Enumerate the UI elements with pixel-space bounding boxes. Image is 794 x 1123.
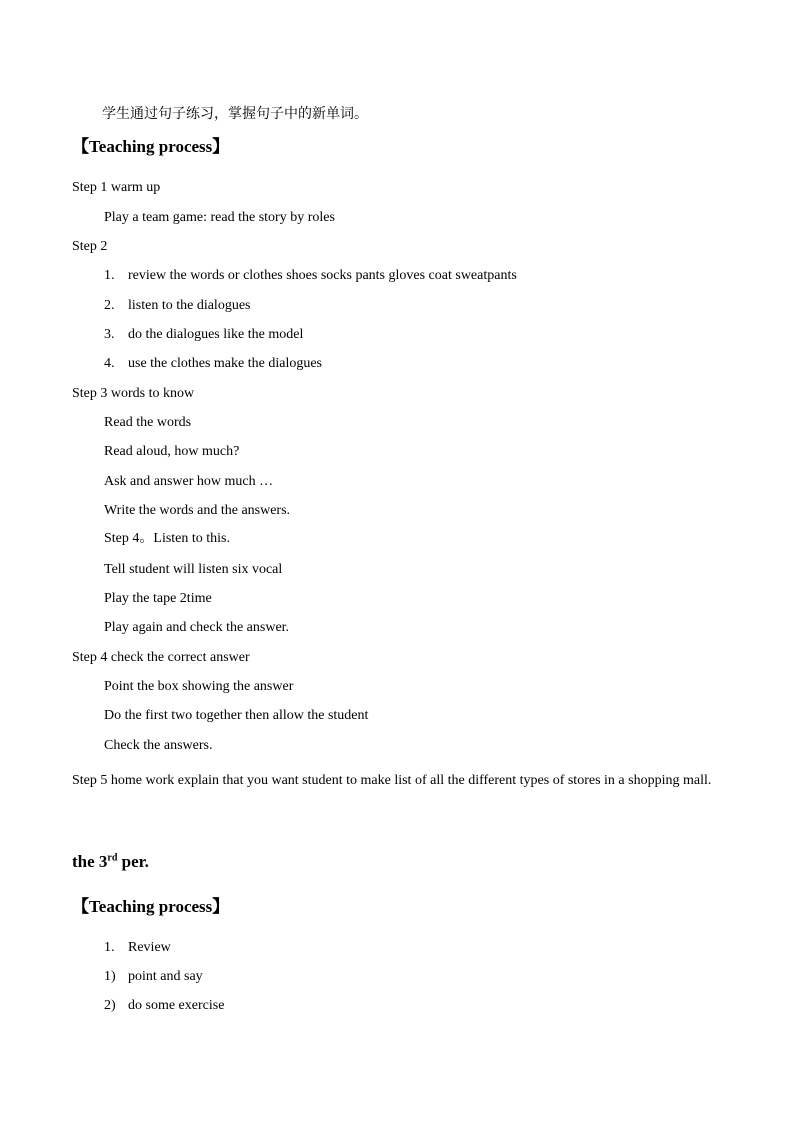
list-item: 2) do some exercise <box>104 998 225 1013</box>
section-heading: 【Teaching process】 <box>72 897 230 916</box>
step-3-item: Play again and check the answer. <box>104 620 290 635</box>
step-1-item: Play a team game: read the story by roles <box>104 210 335 225</box>
list-item: 1) point and say <box>104 969 203 984</box>
step-3-item: Ask and answer how much … <box>104 474 274 489</box>
step-4-item: Do the first two together then allow the student <box>104 708 369 723</box>
step-2-item: 3. do the dialogues like the model <box>104 327 304 342</box>
step-3-item: Step 4。Listen to this. <box>104 531 230 546</box>
step-2: Step 2 <box>72 239 108 254</box>
step-2-item: 2. listen to the dialogues <box>104 298 251 313</box>
step-1: Step 1 warm up <box>72 180 161 195</box>
step-3-item: Tell student will listen six vocal <box>104 562 283 577</box>
step-3-item: Write the words and the answers. <box>104 503 291 518</box>
step-4: Step 4 check the correct answer <box>72 650 250 665</box>
step-2-item: 4. use the clothes make the dialogues <box>104 356 322 371</box>
list-item: 1. Review <box>104 940 171 955</box>
section-heading: 【Teaching process】 <box>72 137 230 156</box>
step-5: Step 5 home work explain that you want student to make list of all the different types of stores in a shopping mall. <box>72 773 712 788</box>
step-3-item: Play the tape 2time <box>104 591 212 606</box>
step-4-item: Check the answers. <box>104 738 213 753</box>
step-3: Step 3 words to know <box>72 386 195 401</box>
section-title: the 3rd per. <box>72 852 149 871</box>
step-2-item: 1. review the words or clothes shoes socks pants gloves coat sweatpants <box>104 268 517 283</box>
step-4-item: Point the box showing the answer <box>104 679 294 694</box>
intro-text: 学生通过句子练习，掌握句子中的新单词。 <box>102 106 368 122</box>
step-3-item: Read the words <box>104 415 192 430</box>
step-3-item: Read aloud, how much? <box>104 444 240 459</box>
